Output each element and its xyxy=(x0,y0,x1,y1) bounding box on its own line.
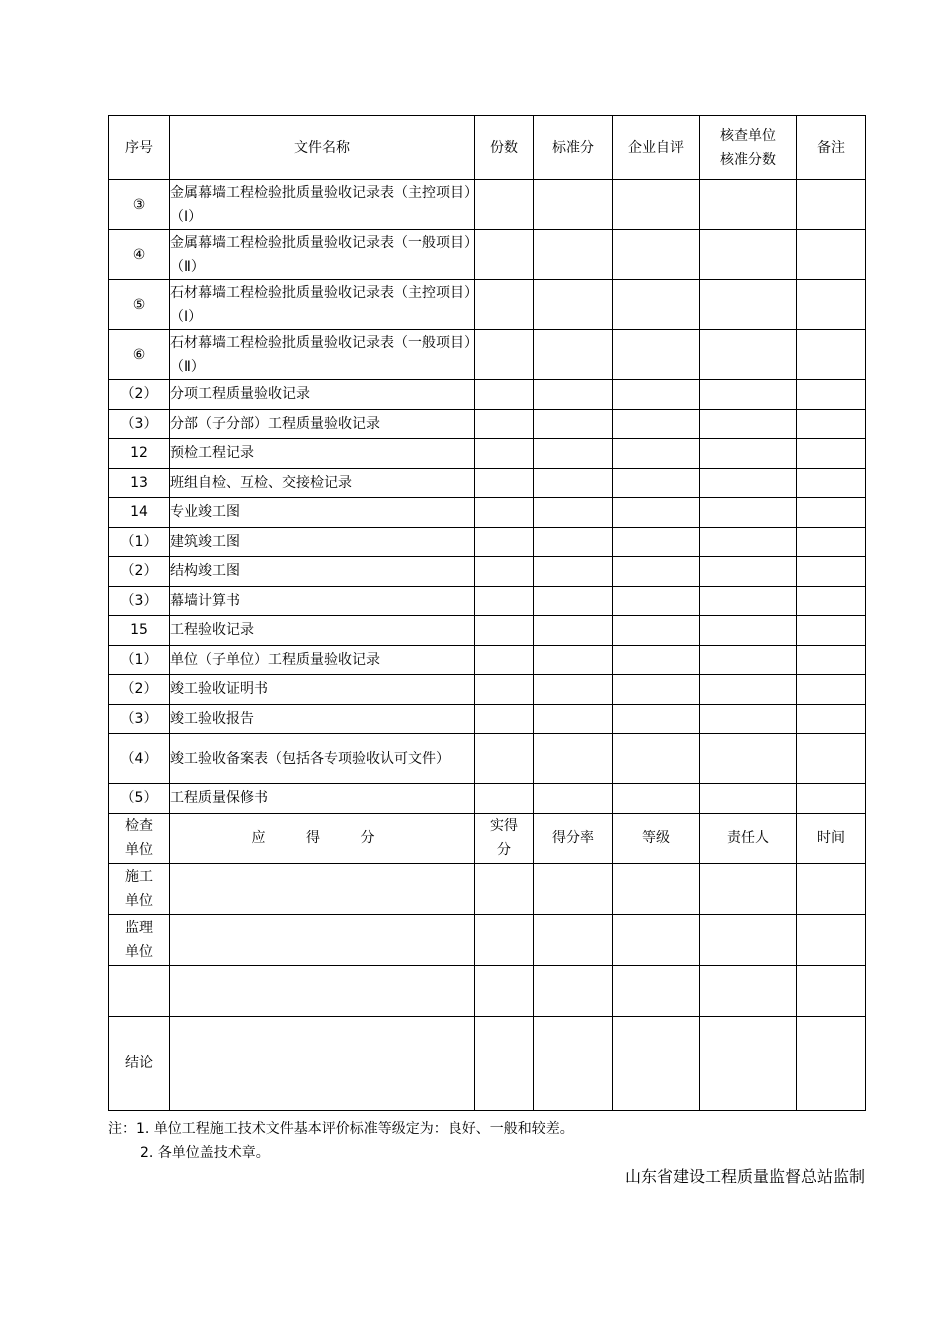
row-remark xyxy=(797,498,866,528)
row-remark xyxy=(797,586,866,616)
row-remark xyxy=(797,330,866,380)
conclusion-cell xyxy=(613,1016,700,1110)
table-row xyxy=(109,330,866,380)
score-check-unit-line1: 检查 xyxy=(125,818,153,834)
table-row xyxy=(109,180,866,230)
row-self-eval xyxy=(613,734,700,784)
row-standard xyxy=(534,586,613,616)
row-self-eval xyxy=(613,230,700,280)
row-copies xyxy=(475,330,534,380)
row-copies xyxy=(475,675,534,705)
row-copies xyxy=(475,180,534,230)
footer-issuer: 山东省建设工程质量监督总站监制 xyxy=(624,1167,865,1186)
row-name: 结构竣工图 xyxy=(170,557,475,587)
row-copies xyxy=(475,784,534,814)
row-self-eval xyxy=(613,557,700,587)
evaluation-table xyxy=(108,115,866,1111)
row-self-eval xyxy=(613,180,700,230)
row-seq: （3） xyxy=(109,704,170,734)
row-check-score xyxy=(700,704,797,734)
row-check-score xyxy=(700,557,797,587)
row-standard xyxy=(534,230,613,280)
row-name: 分项工程质量验收记录 xyxy=(170,380,475,410)
score-rate: 得分率 xyxy=(534,813,613,863)
score-person: 责任人 xyxy=(700,813,797,863)
row-standard xyxy=(534,784,613,814)
row-copies xyxy=(475,409,534,439)
row-seq: ⑤ xyxy=(109,280,170,330)
row-self-eval xyxy=(613,498,700,528)
row-copies xyxy=(475,280,534,330)
unit-row xyxy=(109,863,866,914)
row-remark xyxy=(797,380,866,410)
row-seq: 15 xyxy=(109,616,170,646)
row-standard xyxy=(534,409,613,439)
row-name: 金属幕墙工程检验批质量验收记录表（主控项目）（Ⅰ） xyxy=(170,180,475,230)
row-standard xyxy=(534,645,613,675)
table-row xyxy=(109,230,866,280)
row-name: 金属幕墙工程检验批质量验收记录表（一般项目）（Ⅱ） xyxy=(170,230,475,280)
unit-cell xyxy=(170,965,475,1016)
unit-label-line1: 施工 xyxy=(125,868,153,885)
row-standard xyxy=(534,734,613,784)
table-row xyxy=(109,527,866,557)
table-row xyxy=(109,280,866,330)
conclusion-row xyxy=(109,1016,866,1110)
row-copies xyxy=(475,468,534,498)
score-actual-line2: 分 xyxy=(497,842,511,858)
unit-cell xyxy=(700,914,797,965)
table-row xyxy=(109,616,866,646)
row-copies xyxy=(475,230,534,280)
unit-cell xyxy=(797,863,866,914)
table-row xyxy=(109,704,866,734)
row-remark xyxy=(797,439,866,469)
conclusion-cell xyxy=(797,1016,866,1110)
row-name: 工程验收记录 xyxy=(170,616,475,646)
row-copies xyxy=(475,704,534,734)
row-standard xyxy=(534,439,613,469)
row-check-score xyxy=(700,330,797,380)
row-standard xyxy=(534,180,613,230)
row-standard xyxy=(534,675,613,705)
row-remark xyxy=(797,468,866,498)
unit-label-line2: 单位 xyxy=(125,943,153,960)
header-copies: 份数 xyxy=(475,116,534,180)
row-name: 幕墙计算书 xyxy=(170,586,475,616)
row-check-score xyxy=(700,180,797,230)
conclusion-cell xyxy=(170,1016,475,1110)
row-check-score xyxy=(700,586,797,616)
conclusion-cell xyxy=(700,1016,797,1110)
unit-label xyxy=(109,965,170,1016)
row-self-eval xyxy=(613,280,700,330)
row-check-score xyxy=(700,280,797,330)
unit-cell xyxy=(613,914,700,965)
row-check-score xyxy=(700,616,797,646)
row-name: 单位（子单位）工程质量验收记录 xyxy=(170,645,475,675)
header-check-line1: 核查单位 xyxy=(720,127,776,144)
row-check-score xyxy=(700,645,797,675)
unit-cell xyxy=(534,863,613,914)
row-self-eval xyxy=(613,645,700,675)
row-check-score xyxy=(700,380,797,410)
unit-cell xyxy=(534,914,613,965)
unit-label xyxy=(109,863,170,914)
row-name: 专业竣工图 xyxy=(170,498,475,528)
unit-cell xyxy=(700,863,797,914)
row-copies xyxy=(475,586,534,616)
table-row xyxy=(109,498,866,528)
unit-row xyxy=(109,914,866,965)
unit-cell xyxy=(475,914,534,965)
notes xyxy=(108,1117,574,1165)
row-seq: ③ xyxy=(109,180,170,230)
row-name: 建筑竣工图 xyxy=(170,527,475,557)
row-self-eval xyxy=(613,468,700,498)
unit-cell xyxy=(170,914,475,965)
unit-label xyxy=(109,914,170,965)
row-copies xyxy=(475,645,534,675)
row-check-score xyxy=(700,468,797,498)
row-seq: （2） xyxy=(109,557,170,587)
row-name: 石材幕墙工程检验批质量验收记录表（主控项目）（Ⅰ） xyxy=(170,280,475,330)
row-remark xyxy=(797,704,866,734)
row-check-score xyxy=(700,498,797,528)
table-row xyxy=(109,734,866,784)
row-seq: （5） xyxy=(109,784,170,814)
row-remark xyxy=(797,675,866,705)
row-seq: 12 xyxy=(109,439,170,469)
row-seq: ⑥ xyxy=(109,330,170,380)
row-remark xyxy=(797,280,866,330)
table-row xyxy=(109,380,866,410)
row-check-score xyxy=(700,734,797,784)
score-header-row xyxy=(109,813,866,863)
row-remark xyxy=(797,645,866,675)
row-seq: ④ xyxy=(109,230,170,280)
row-name: 分部（子分部）工程质量验收记录 xyxy=(170,409,475,439)
unit-cell xyxy=(700,965,797,1016)
header-self-eval: 企业自评 xyxy=(613,116,700,180)
row-self-eval xyxy=(613,784,700,814)
conclusion-cell xyxy=(534,1016,613,1110)
row-remark xyxy=(797,784,866,814)
row-standard xyxy=(534,468,613,498)
table-row xyxy=(109,645,866,675)
row-self-eval xyxy=(613,439,700,469)
row-standard xyxy=(534,330,613,380)
row-seq: （2） xyxy=(109,675,170,705)
row-seq: （2） xyxy=(109,380,170,410)
row-copies xyxy=(475,439,534,469)
table-row xyxy=(109,557,866,587)
table-row xyxy=(109,784,866,814)
row-seq: （4） xyxy=(109,734,170,784)
unit-cell xyxy=(613,965,700,1016)
row-self-eval xyxy=(613,409,700,439)
row-name: 工程质量保修书 xyxy=(170,784,475,814)
table-row xyxy=(109,409,866,439)
unit-cell xyxy=(797,965,866,1016)
table-row xyxy=(109,675,866,705)
score-actual xyxy=(475,813,534,863)
row-copies xyxy=(475,380,534,410)
header-standard: 标准分 xyxy=(534,116,613,180)
table-row xyxy=(109,439,866,469)
unit-row xyxy=(109,965,866,1016)
conclusion-label: 结论 xyxy=(109,1016,170,1110)
row-remark xyxy=(797,180,866,230)
row-remark xyxy=(797,230,866,280)
row-check-score xyxy=(700,230,797,280)
header-seq: 序号 xyxy=(109,116,170,180)
row-standard xyxy=(534,380,613,410)
score-check-unit xyxy=(109,813,170,863)
table-row xyxy=(109,468,866,498)
row-self-eval xyxy=(613,616,700,646)
row-seq: （3） xyxy=(109,409,170,439)
row-seq: 14 xyxy=(109,498,170,528)
row-standard xyxy=(534,527,613,557)
row-standard xyxy=(534,704,613,734)
conclusion-cell xyxy=(475,1016,534,1110)
row-name: 竣工验收备案表（包括各专项验收认可文件） xyxy=(170,734,475,784)
row-self-eval xyxy=(613,330,700,380)
row-copies xyxy=(475,498,534,528)
row-self-eval xyxy=(613,586,700,616)
score-check-unit-line2: 单位 xyxy=(125,842,153,858)
row-self-eval xyxy=(613,380,700,410)
unit-label-line1: 监理 xyxy=(125,919,153,936)
note-line-2: 2. 各单位盖技术章。 xyxy=(140,1145,270,1161)
unit-cell xyxy=(170,863,475,914)
row-check-score xyxy=(700,439,797,469)
row-remark xyxy=(797,734,866,784)
row-remark xyxy=(797,616,866,646)
table-row xyxy=(109,586,866,616)
row-copies xyxy=(475,734,534,784)
row-copies xyxy=(475,557,534,587)
row-name: 竣工验收报告 xyxy=(170,704,475,734)
header-remark: 备注 xyxy=(797,116,866,180)
row-seq: （3） xyxy=(109,586,170,616)
row-remark xyxy=(797,557,866,587)
score-time: 时间 xyxy=(797,813,866,863)
unit-cell xyxy=(475,965,534,1016)
unit-cell xyxy=(613,863,700,914)
row-self-eval xyxy=(613,527,700,557)
row-check-score xyxy=(700,409,797,439)
score-actual-line1: 实得 xyxy=(490,818,518,834)
row-check-score xyxy=(700,675,797,705)
unit-cell xyxy=(797,914,866,965)
row-check-score xyxy=(700,784,797,814)
note-line-1: 注：1. 单位工程施工技术文件基本评价标准等级定为：良好、一般和较差。 xyxy=(108,1121,574,1137)
row-remark xyxy=(797,409,866,439)
row-copies xyxy=(475,527,534,557)
score-should: 应 得 分 xyxy=(170,813,475,863)
row-remark xyxy=(797,527,866,557)
row-name: 预检工程记录 xyxy=(170,439,475,469)
row-self-eval xyxy=(613,675,700,705)
row-standard xyxy=(534,498,613,528)
row-standard xyxy=(534,616,613,646)
header-check-score xyxy=(700,116,797,180)
unit-cell xyxy=(534,965,613,1016)
row-seq: （1） xyxy=(109,645,170,675)
row-self-eval xyxy=(613,704,700,734)
header-check-line2: 核准分数 xyxy=(720,151,776,168)
header-name: 文件名称 xyxy=(170,116,475,180)
row-copies xyxy=(475,616,534,646)
row-seq: 13 xyxy=(109,468,170,498)
row-standard xyxy=(534,557,613,587)
score-grade: 等级 xyxy=(613,813,700,863)
unit-cell xyxy=(475,863,534,914)
row-check-score xyxy=(700,527,797,557)
row-name: 班组自检、互检、交接检记录 xyxy=(170,468,475,498)
row-name: 竣工验收证明书 xyxy=(170,675,475,705)
row-seq: （1） xyxy=(109,527,170,557)
row-standard xyxy=(534,280,613,330)
unit-label-line2: 单位 xyxy=(125,892,153,909)
row-name: 石材幕墙工程检验批质量验收记录表（一般项目）（Ⅱ） xyxy=(170,330,475,380)
table-header-row xyxy=(109,116,866,180)
